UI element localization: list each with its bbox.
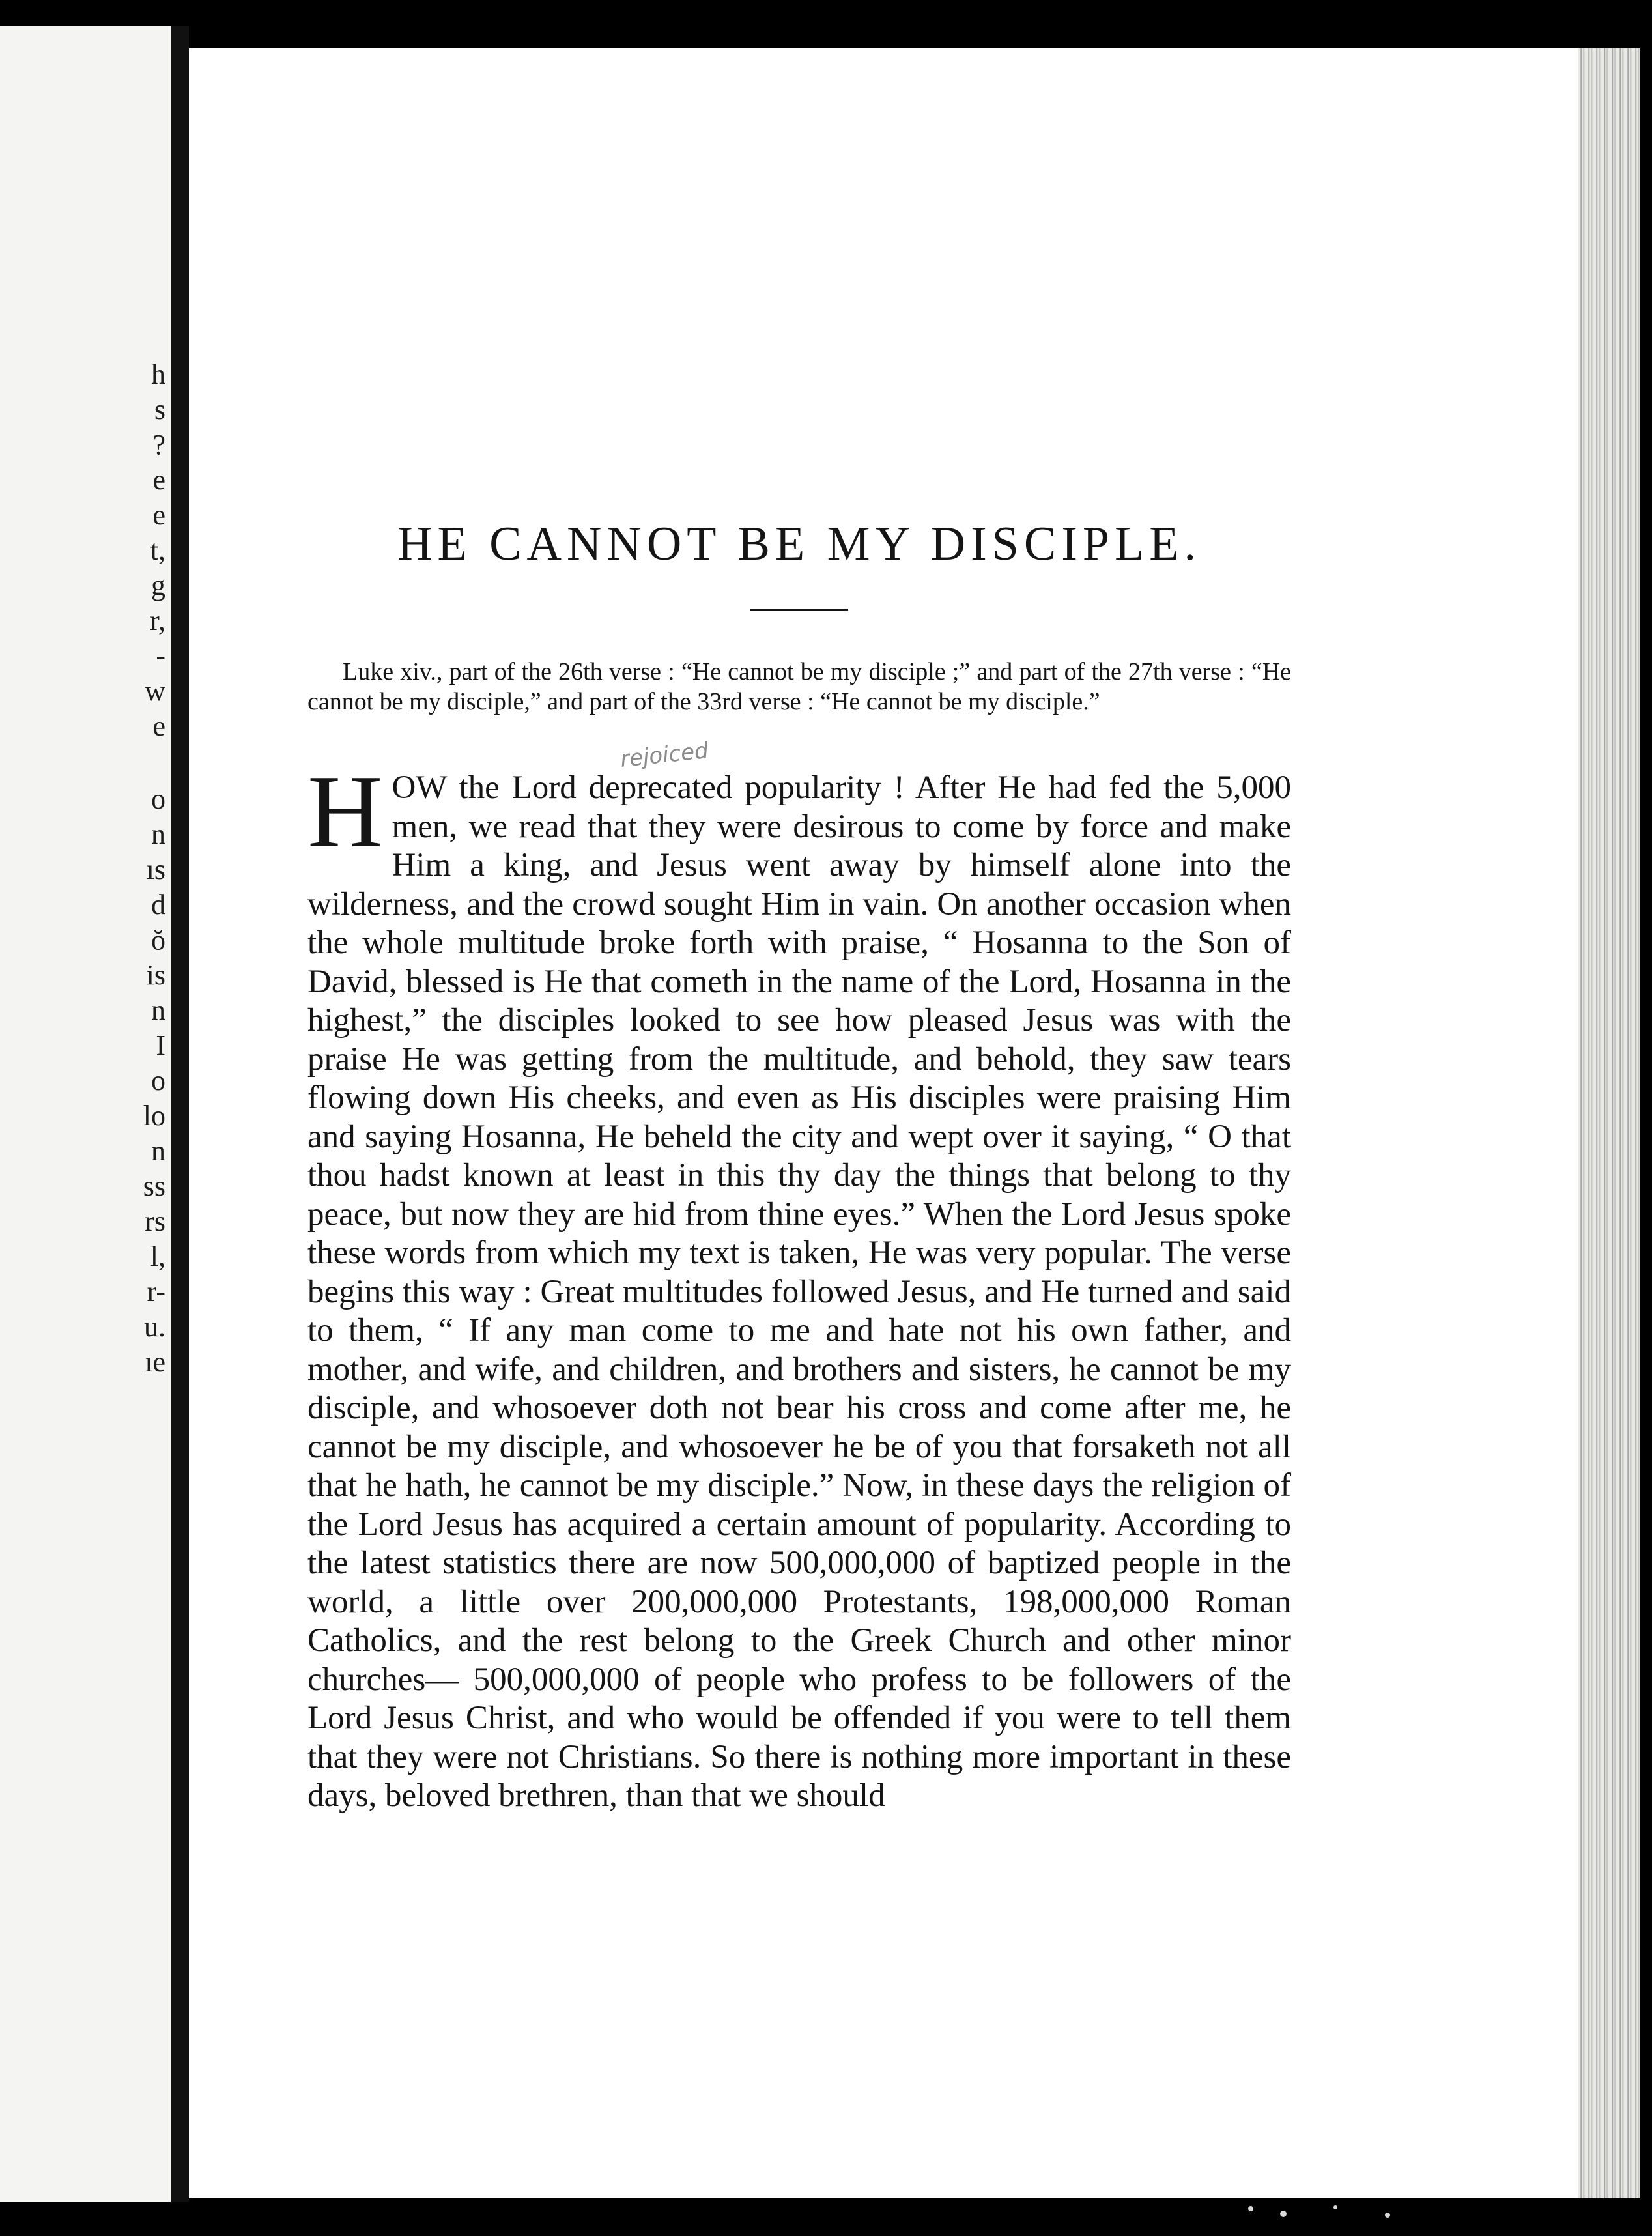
left-edge-fragment: w [145, 675, 165, 707]
left-edge-fragment: e [152, 499, 165, 531]
left-edge-fragment: I [156, 1029, 165, 1061]
left-edge-fragment: h [151, 358, 165, 390]
left-edge-fragment: rs [145, 1205, 165, 1237]
left-edge-fragment: ss [143, 1170, 165, 1202]
page-fore-edge [1578, 48, 1640, 2198]
left-page-edge-text [0, 357, 171, 1380]
book-spine [171, 26, 189, 2202]
left-edge-fragment: ? [152, 429, 165, 461]
left-edge-fragment: - [156, 640, 165, 672]
drop-cap: H [307, 753, 383, 869]
left-edge-fragment: ıs [146, 853, 165, 885]
left-edge-fragment: u. [144, 1311, 165, 1343]
left-edge-fragment: is [146, 959, 165, 991]
body-paragraph [307, 738, 1291, 1816]
left-page [0, 26, 177, 2202]
left-edge-fragment: t, [150, 534, 165, 566]
body-text: OW the Lord deprecated popularity ! After He had fed the 5,000 men, we read that they were desirous to come by force and make Him a king, and Jesus went away by himself alone into the wilderness, and the crowd sought Him in vain. On another occasion when the whole multitude broke forth with praise, “ Hosanna to the Son of David, blessed is He that cometh in the name of the Lord, Hosanna in the highest,” the disciples looked to see how pleased Jesus was with the praise He was getting from the multitude, and behold, they saw tears flowing down His cheeks, and even as His disciples were praising Him and saying Hosanna, He beheld the city and wept over it saying, “ O that thou hadst known at least in this thy day the things that belong to thy peace, but now they are hid from thine eyes.” When the Lord Jesus spoke these words from which my text is taken, He was very popular. The verse begins this way : Great multitudes followed Jesus, and He turned and said to them, “ If any man come to me and hate not his own father, and mother, and wife, and children, and brothers and sisters, he cannot be my disciple, and whosoever doth not bear his cross and come after me, he cannot be my disciple, and whosoever he be of you that forsaketh not all that he hath, he cannot be my disciple.” Now, in these days the religion of the Lord Jesus has acquired a certain amount of popularity. According to the latest statistics there are now 500,000,000 of baptized people in the world, a little over 200,000,000 Protestants, 198,000,000 Roman Catholics, and the rest belong to the Greek Church and other minor churches— 500,000,000 of people who profess to be followers of the Lord Jesus Christ, and who would be offended if you were to tell them that they were not Christians. So there is nothing more important in these days, beloved brethren, than that we should [307, 769, 1291, 1814]
page-content [307, 515, 1291, 1816]
scan-specks [1238, 2196, 1407, 2228]
handwritten-annotation: rejoiced [619, 738, 710, 773]
left-edge-fragment: d [151, 889, 165, 921]
left-edge-fragment: lo [143, 1100, 165, 1132]
left-edge-fragment: s [154, 394, 165, 425]
left-edge-fragment: ŏ [151, 924, 165, 956]
left-edge-fragment: n [151, 818, 165, 850]
left-edge-fragment: ıe [145, 1346, 165, 1378]
left-edge-fragment: g [151, 569, 165, 601]
title-rule [750, 609, 848, 611]
left-edge-fragment: e [152, 464, 165, 496]
left-edge-fragment: r- [147, 1276, 165, 1308]
left-edge-fragment: n [151, 994, 165, 1026]
left-edge-fragment: r, [150, 605, 165, 637]
left-edge-fragment: l, [150, 1240, 165, 1272]
left-edge-fragment: o [151, 783, 165, 815]
left-edge-fragment: n [151, 1135, 165, 1167]
page-title: HE CANNOT BE MY DISCIPLE. [397, 517, 1201, 571]
scan-artifact-marks [1238, 2196, 1407, 2233]
left-edge-fragment: e [152, 710, 165, 742]
left-edge-fragment: o [151, 1065, 165, 1096]
scripture-reference: Luke xiv., part of the 26th verse : “He cannot be my disciple ;” and part of the 27th verse : “He cannot be my disciple,” and part of the 33rd verse : “He cannot be my disciple.” [307, 658, 1291, 715]
